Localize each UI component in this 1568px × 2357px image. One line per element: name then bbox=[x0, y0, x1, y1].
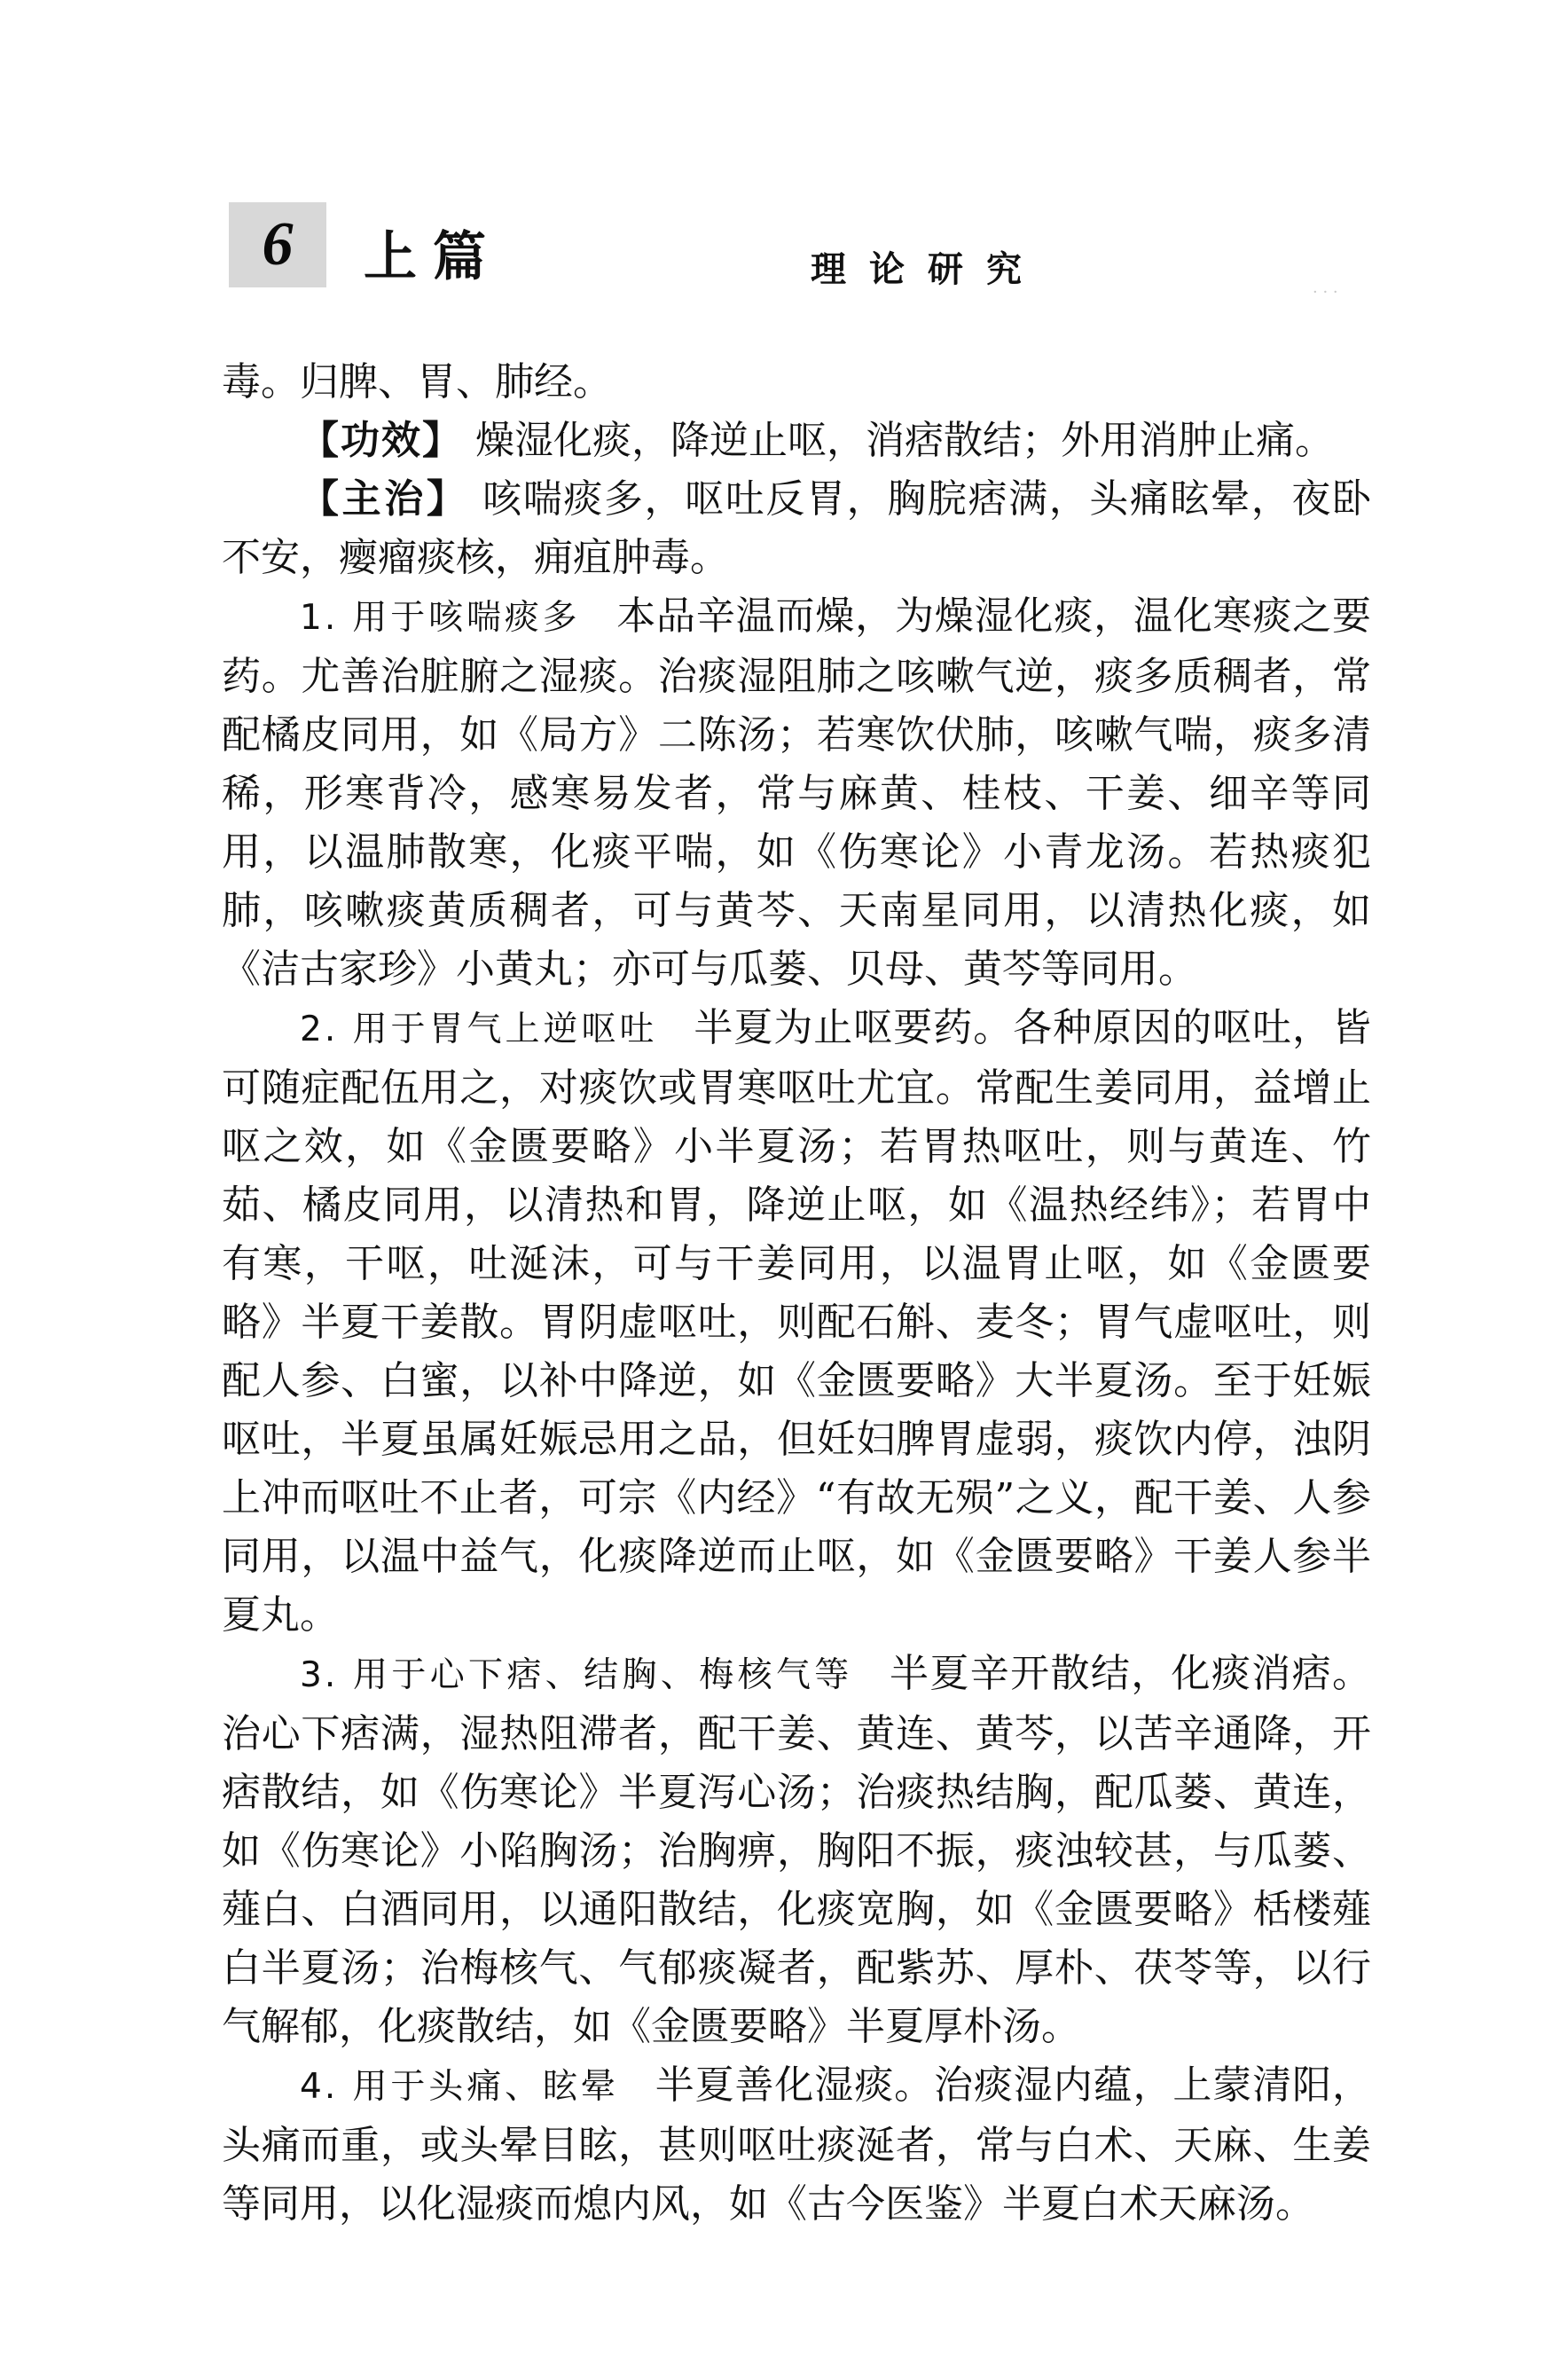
usage-item-heading: 1. 用于咳喘痰多 bbox=[300, 598, 581, 638]
usage-item-3 bbox=[222, 1645, 1371, 2056]
paragraph-continuation bbox=[222, 353, 1371, 412]
usage-item-text: 半夏为止呕要药。各种原因的呕吐，皆可随症配伍用之，对痰饮或胃寒呕吐尤宜。常配生姜同用，益增止呕之效，如《金匮要略》小半夏汤；若胃热呕吐，则与黄连、竹茹、橘皮同用，以清热和胃，降逆止呕，如《温热经纬》；若胃中有寒，干呕，吐涎沫，可与干姜同用，以温胃止呕，如《金匮要略》半夏干姜散。胃阴虚呕吐，则配石斛、麦冬；胃气虚呕吐，则配人参、白蜜，以补中降逆，如《金匮要略》大半夏汤。至于妊娠呕吐，半夏虽属妊娠忌用之品，但妊妇脾胃虚弱，痰饮内停，浊阴上冲而呕吐不止者，可宗《内经》“有故无殒”之义，配干姜、人参同用，以温中益气，化痰降逆而止呕，如《金匮要略》干姜人参半夏丸。 bbox=[222, 1005, 1372, 1638]
indications-label: 【主治】 bbox=[300, 476, 469, 522]
usage-item-text: 半夏辛开散结，化痰消痞。治心下痞满，湿热阻滞者，配干姜、黄连、黄芩，以苦辛通降，开痞散结，如《伤寒论》半夏泻心汤；治痰热结胸，配瓜蒌、黄连，如《伤寒论》小陷胸汤；治胸痹，胸阳不振，痰浊较甚，与瓜蒌、薤白、白酒同用，以通阳散结，化痰宽胸，如《金匮要略》栝楼薤白半夏汤；治梅核气、气郁痰凝者，配紫苏、厚朴、茯苓等，以行气解郁，化痰散结，如《金匮要略》半夏厚朴汤。 bbox=[222, 1651, 1372, 2049]
usage-item-heading: 4. 用于头痛、眩晕 bbox=[300, 2067, 619, 2107]
usage-item-text: 半夏善化湿痰。治痰湿内蕴，上蒙清阳，头痛而重，或头晕目眩，甚则呕吐痰涎者，常与白术、天麻、生姜等同用，以化湿痰而熄内风，如《古今医鉴》半夏白术天麻汤。 bbox=[222, 2062, 1372, 2227]
efficacy-text: 燥湿化痰，降逆止呕，消痞散结；外用消肿止痛。 bbox=[475, 418, 1334, 463]
efficacy-label: 【功效】 bbox=[300, 418, 463, 463]
indications-paragraph bbox=[222, 470, 1371, 587]
section-title: 上篇 bbox=[364, 226, 502, 288]
scan-artifact: · · · bbox=[1313, 283, 1338, 302]
section-subtitle: 理论研究 bbox=[811, 248, 1045, 290]
usage-item-text: 本品辛温而燥，为燥湿化痰，温化寒痰之要药。尤善治脏腑之湿痰。治痰湿阻肺之咳嗽气逆，痰多质稠者，常配橘皮同用，如《局方》二陈汤；若寒饮伏肺，咳嗽气喘，痰多清稀，形寒背冷，感寒易发者，常与麻黄、桂枝、干姜、细辛等同用，以温肺散寒，化痰平喘，如《伤寒论》小青龙汤。若热痰犯肺，咳嗽痰黄质稠者，可与黄芩、天南星同用，以清热化痰，如《洁古家珍》小黄丸；亦可与瓜蒌、贝母、黄芩等同用。 bbox=[222, 593, 1372, 992]
usage-item-heading: 2. 用于胃气上逆呕吐 bbox=[300, 1010, 658, 1049]
usage-item-1 bbox=[222, 587, 1371, 999]
paragraph-text: 毒。归脾、胃、肺经。 bbox=[222, 359, 612, 405]
page-header bbox=[0, 0, 1568, 337]
page-number: 6 bbox=[229, 202, 326, 287]
efficacy-paragraph bbox=[222, 412, 1371, 470]
usage-item-4 bbox=[222, 2056, 1371, 2234]
body-text bbox=[222, 353, 1371, 2234]
usage-item-heading: 3. 用于心下痞、结胸、梅核气等 bbox=[300, 1655, 853, 1695]
indications-text: 咳喘痰多，呕吐反胃，胸脘痞满，头痛眩晕，夜卧不安，瘿瘤痰核，痈疽肿毒。 bbox=[222, 476, 1371, 580]
usage-item-2 bbox=[222, 999, 1371, 1645]
